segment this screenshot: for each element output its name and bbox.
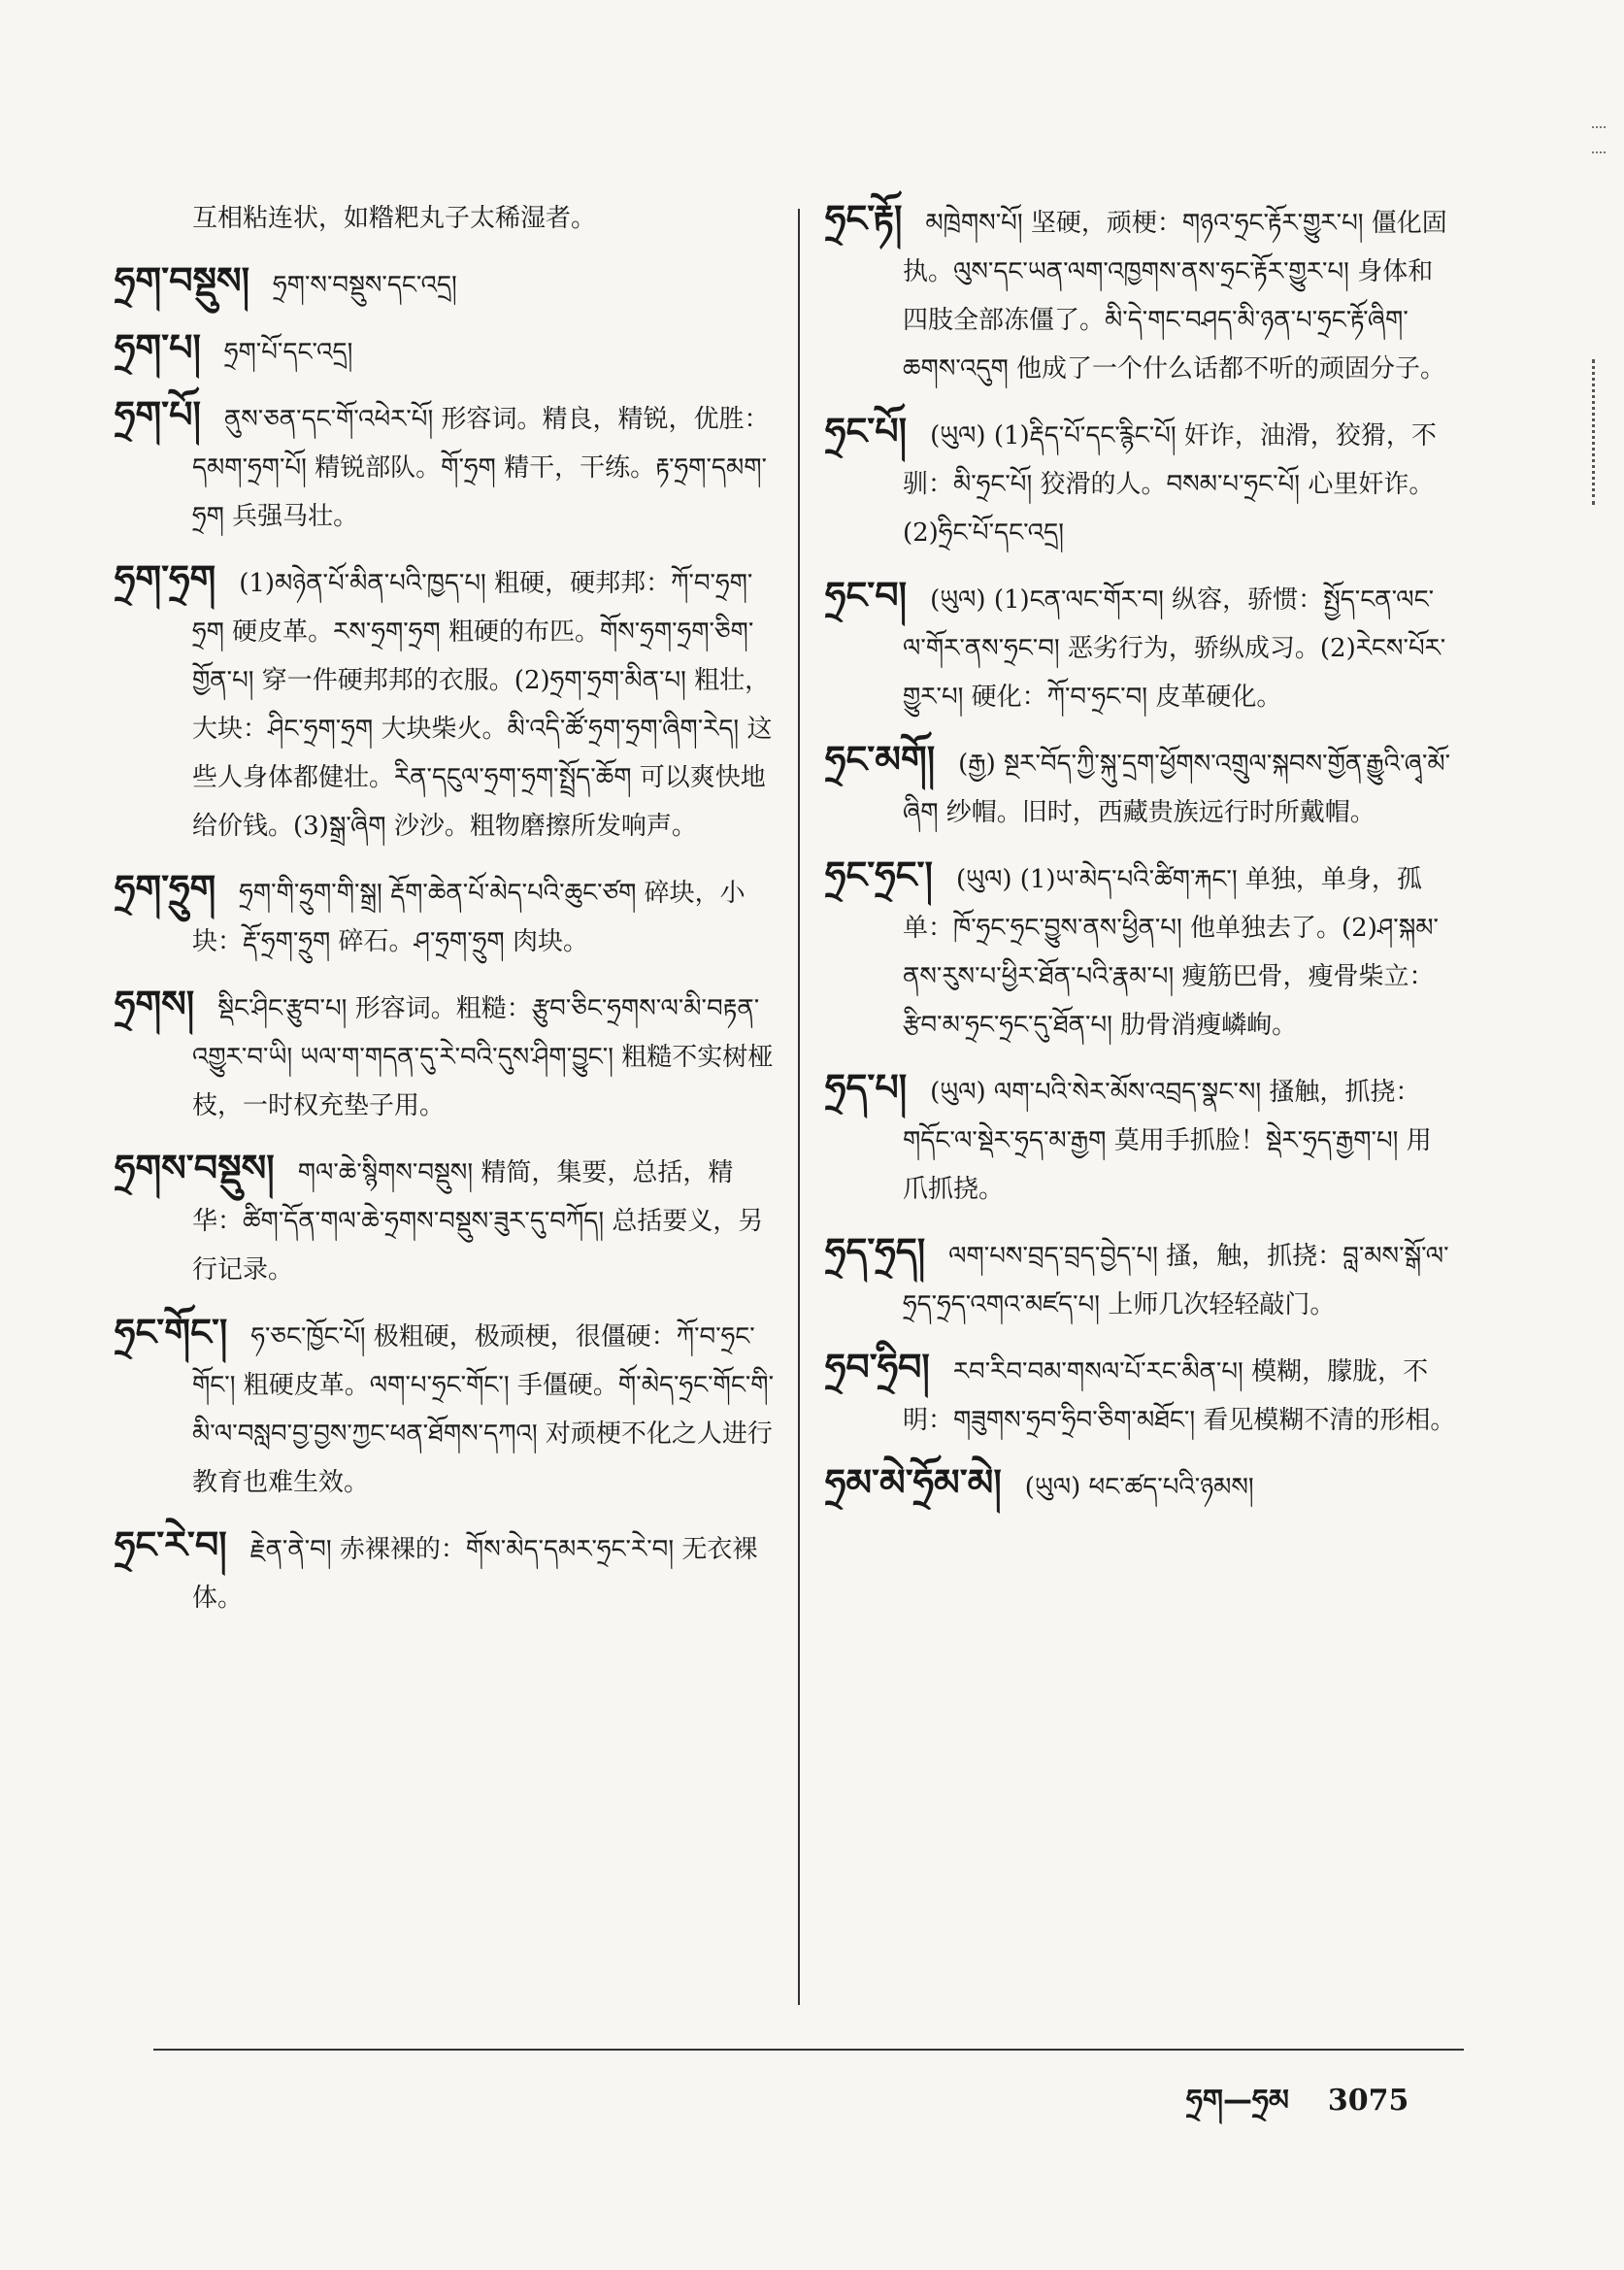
entry-headword: ཧྲང་པོ། xyxy=(825,410,908,452)
entry-definition: (ཡུལ) (1)རྡིད་པོ་དང་རྙིང་པོ། 奸诈，油滑，狡猾，不驯：མི་ཧྲང་པོ། 狡滑的人。བསམ་པ་ཧྲང་པོ། 心里奸诈。(2)ཧྲིང་པོ་དང་འདྲ། xyxy=(903,421,1437,548)
dictionary-entry xyxy=(825,1227,1456,1329)
entry-definition: (ཡུལ) ལག་པའི་སེར་མོས་འབྲད་སྣང་ས། 搔触，抓挠：གདོང་ལ་སྡེར་ཧྲད་མ་རྒྱག 莫用手抓脸！སྡེར་ཧྲད་རྒྱག་པ། 用爪抓挠。 xyxy=(903,1078,1432,1204)
entry-definition: (1)མཉེན་པོ་མིན་པའི་ཁྱད་པ། 粗硬，硬邦邦：ཀོ་བ་ཧྲག་ཧྲག 硬皮革。རས་ཧྲག་ཧྲག 粗硬的布匹。གོས་ཧྲག་ཧྲག་ཅིག་གྱོན་པ། 穿一件硬邦邦的衣服。(2)ཧྲག་ཧྲག་མིན་པ། 粗壮，大块：ཤིང་ཧྲག་ཧྲག 大块柴火。མི་འདི་ཚོ་ཧྲག་ཧྲག་ཞིག་རེད། 这些人身体都健壮。རིན་དངུལ་ཧྲག་ཧྲག་སྤྲོད་ཆོག 可以爽快地给价钱。(3)སྒྲ་ཞིག 沙沙。粗物磨擦所发响声。 xyxy=(192,569,773,841)
entry-definition: ཧ་ཅང་ཁྱོང་པོ། 极粗硬，极顽梗，很僵硬：ཀོ་བ་ཧྲང་གོང་། 粗硬皮革。ལག་པ་ཧྲང་གོང་། 手僵硬。གོ་མེད་ཧྲང་གོང་གི་མི་ལ་བསླབ་བྱ་བྱས་ཀྱང་ཕན་ཐོགས་དཀའ། 对顽梗不化之人进行教育也难生效。 xyxy=(192,1322,775,1497)
dictionary-entry xyxy=(825,851,1456,1050)
entry-headword: ཧྲམ་མེ་ཧྲོམ་མེ། xyxy=(825,1461,1002,1504)
dictionary-entry xyxy=(115,1520,775,1622)
entry-headword: ཧྲད་པ། xyxy=(825,1066,908,1109)
scan-edge-mark xyxy=(1592,126,1606,153)
dictionary-entry xyxy=(825,194,1456,393)
column-divider xyxy=(798,209,800,2005)
dictionary-entry xyxy=(115,256,775,310)
entry-headword: ཧྲགས་བསྡུས། xyxy=(115,1147,275,1189)
dictionary-entry xyxy=(825,1458,1456,1512)
entry-definition: ཧྲག་ས་བསྡུས་དང་འདྲ། xyxy=(273,271,457,300)
entry-definition: རྗེན་ནེ་བ། 赤裸裸的：གོས་མེད་དམར་ཧྲང་རེ་བ། 无衣裸体。 xyxy=(192,1535,758,1613)
entry-definition: (ཡུལ) (1)ཡ་མེད་པའི་ཚིག་རྐང་། 单独，单身，孤单：ཁོ་ཧྲང་ཧྲང་བྱུས་ནས་ཕྱིན་པ། 他单独去了。(2)ཤ་སྐམ་ནས་རུས་པ་ཕྱིར་ཐོན་པའི་རྣམ་པ། 瘦筋巴骨，瘦骨柴立：རྩིབ་མ་ཧྲང་ཧྲང་དུ་ཐོན་པ། 肋骨消瘦嶙峋。 xyxy=(903,865,1439,1040)
dictionary-entry xyxy=(825,735,1456,837)
entry-headword: ཧྲབ་ཧྲིབ། xyxy=(825,1346,930,1388)
entry-definition: གལ་ཆེ་སྙིགས་བསྡུས། 精简，集要，总括，精华：ཚིག་དོན་གལ་ཆེ་ཧྲགས་བསྡུས་ཟུར་དུ་བཀོད། 总括要义，另行记录。 xyxy=(192,1158,764,1285)
continuation-text: 互相粘连状，如糌粑丸子太稀湿者。 xyxy=(192,204,597,233)
entry-definition: སྡིང་ཤིང་རྩུབ་པ། 形容词。粗糙：རྩུབ་ཅིང་ཧྲགས་ལ་མི་བརྟན་འགྱུར་བ་ཡི། ཡལ་ག་གདན་དུ་རེ་བའི་དུས་ཤིག་བྱུང་། 粗糙不实树桠枝，一时权充垫子用。 xyxy=(192,994,774,1120)
right-column xyxy=(825,194,1456,1525)
dictionary-entry xyxy=(115,1144,775,1294)
entry-definition: (རྒྱ) སྔར་བོད་ཀྱི་སྐུ་དྲག་ཕྱོགས་འགྲུལ་སྐབས་གྱོན་རྒྱུའི་ཞྭ་མོ་ཞིག 纱帽。旧时，西藏贵族远行时所戴帽。 xyxy=(903,750,1451,827)
page-footer xyxy=(1186,2068,1409,2150)
dictionary-entry xyxy=(115,390,775,541)
entry-headword: ཧྲང་མགོ། xyxy=(825,738,936,781)
entry-definition: རབ་རིབ་བམ་གསལ་པོ་རང་མིན་པ། 模糊，朦胧，不明：གཟུགས་ཧྲབ་ཧྲིབ་ཅིག་མཐོང་། 看见模糊不清的形相。 xyxy=(903,1357,1456,1435)
entry-definition: ནུས་ཅན་དང་གོ་འཕེར་པོ། 形容词。精良，精锐，优胜：དམག་ཧྲག་པོ། 精锐部队。གོ་ཧྲག 精干，干练。རྟ་ཧྲག་དམག་ཧྲག 兵强马壮。 xyxy=(192,405,770,531)
entry-headword: ཧྲང་གོང་། xyxy=(115,1311,228,1353)
entry-headword: ཧྲག་ཧྲག xyxy=(115,557,216,600)
entry-definition: མཁྲེགས་པོ། 坚硬，顽梗：གཉའ་ཧྲང་རྟོར་གྱུར་པ། 僵化固执。ལུས་དང་ཡན་ལག་འཁྱགས་ནས་ཧྲང་རྟོར་གྱུར་པ། 身体和四肢全部冻僵了。མི་དེ་གང་བཤད་མི་ཉན་པ་ཧྲང་རྟོ་ཞིག་ཆགས་འདུག 他成了一个什么话都不听的顽固分子。 xyxy=(903,209,1447,384)
footer-rule xyxy=(153,2049,1464,2051)
entry-headword: ཧྲག་པ། xyxy=(115,326,201,369)
dictionary-entry xyxy=(825,571,1456,721)
entry-definition: ལག་པས་བྲད་བྲད་བྱེད་པ། 搔，触，抓挠：བླ་མས་སྒོ་ལ་ཧྲད་ཧྲད་འགའ་མཛད་པ། 上师几次轻轻敲门。 xyxy=(903,1242,1449,1319)
dictionary-entry xyxy=(825,1063,1456,1214)
dictionary-entry xyxy=(825,407,1456,557)
entry-headword: ཧྲག་པོ། xyxy=(115,393,201,436)
dictionary-entry xyxy=(115,864,775,966)
dictionary-entry xyxy=(115,323,775,377)
entry-headword: ཧྲགས། xyxy=(115,983,195,1025)
entry-headword: ཧྲག་ཧྲུག xyxy=(115,867,216,910)
entry-headword: ཧྲང་བ། xyxy=(825,574,908,617)
left-column xyxy=(115,194,775,1636)
entry-definition: ཧྲག་པོ་དང་འདྲ། xyxy=(223,338,353,367)
scan-edge-marks xyxy=(1592,359,1601,505)
entry-definition: ཧྲག་གི་ཧྲུག་གི་སྒྲ། རྡོག་ཆེན་པོ་མེད་པའི་ཆུང་ཙག 碎块，小块：རྡོ་ཧྲག་ཧྲུག 碎石。ཤ་ཧྲག་ཧྲུག 肉块。 xyxy=(192,879,746,956)
dictionary-entry xyxy=(115,554,775,851)
footer-range: ཧྲག—ཧྲམ xyxy=(1186,2084,1289,2118)
entry-headword: ཧྲང་རེ་བ། xyxy=(115,1523,227,1566)
entry-headword: ཧྲད་ཧྲད། xyxy=(825,1230,926,1273)
dictionary-entry xyxy=(115,980,775,1130)
entry-headword: ཧྲང་རྟོ། xyxy=(825,197,903,240)
dictionary-entry xyxy=(825,1343,1456,1445)
entry-definition: (ཡུལ) (1)ངན་ལང་གོར་བ། 纵容，骄惯：སྤྱོད་ངན་ལང་ལ་གོར་ནས་ཧྲང་བ། 恶劣行为，骄纵成习。(2)རེངས་པོར་གྱུར་པ། 硬化：ཀོ་བ་ཧྲང་བ། 皮革硬化。 xyxy=(903,585,1446,712)
entry-headword: ཧྲང་ཧྲང་། xyxy=(825,853,933,896)
page-number: 3075 xyxy=(1327,2084,1409,2118)
dictionary-entry xyxy=(115,1308,775,1507)
entry-definition: (ཡུལ) ཕང་ཚད་པའི་ཉམས། xyxy=(1024,1473,1254,1502)
entry-headword: ཧྲག་བསྡུས། xyxy=(115,259,250,302)
